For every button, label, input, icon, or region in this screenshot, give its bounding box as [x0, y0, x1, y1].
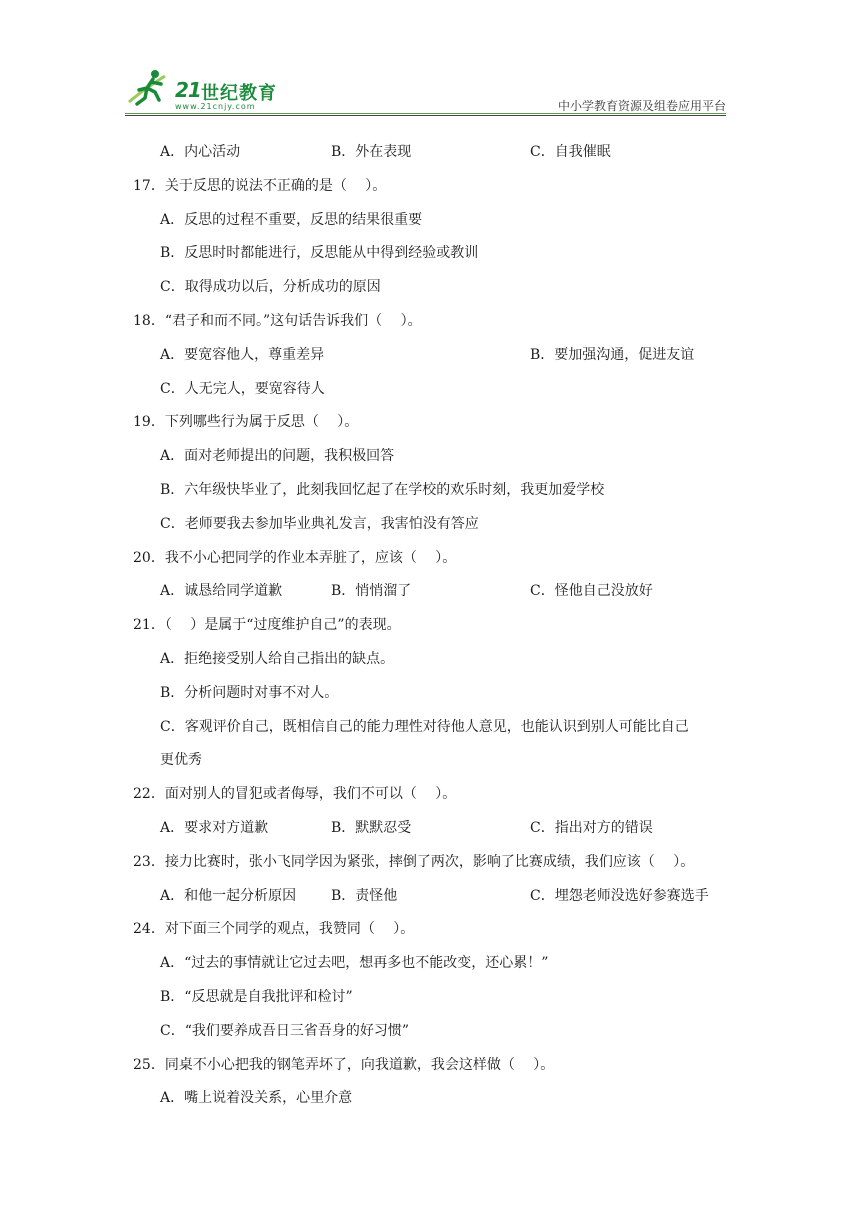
option-line: C．客观评价自己，既相信自己的能力理性对待他人意见，也能认识到别人可能比自己 [160, 719, 689, 735]
option-line: C．怪他自己没放好 [530, 583, 653, 599]
option-line: C．自我催眠 [530, 144, 611, 160]
option-line: B．默默忍受 [331, 820, 412, 836]
question-line: 23．接力比赛时，张小飞同学因为紧张，摔倒了两次，影响了比赛成绩，我们应该（ ）。 [133, 854, 695, 870]
option-line: C．老师要我去参加毕业典礼发言，我害怕没有答应 [160, 516, 479, 532]
header-rule [125, 113, 726, 114]
option-line: C．“我们要养成吾日三省吾身的好习惯” [160, 1023, 410, 1039]
option-line: A．内心活动 [160, 144, 241, 160]
page-header [125, 62, 726, 114]
question-line: 18．“君子和而不同。”这句话告诉我们（ ）。 [133, 313, 422, 329]
option-line: B．六年级快毕业了，此刻我回忆起了在学校的欢乐时刻，我更加爱学校 [160, 482, 605, 498]
option-line: B．责怪他 [331, 888, 398, 904]
option-line: B．分析问题时对事不对人。 [160, 685, 339, 701]
question-line: 25．同桌不小心把我的钢笔弄坏了，向我道歉，我会这样做（ ）。 [133, 1057, 555, 1073]
question-line: 19．下列哪些行为属于反思（ ）。 [133, 414, 359, 430]
question-line: 22．面对别人的冒犯或者侮辱，我们不可以（ ）。 [133, 786, 457, 802]
option-line: C．取得成功以后，分析成功的原因 [160, 279, 381, 295]
option-line: A．面对老师提出的问题，我积极回答 [160, 448, 395, 464]
option-line: B．“反思就是自我批评和检讨” [160, 989, 353, 1005]
option-line: C．指出对方的错误 [530, 820, 653, 836]
question-line: 21．（ ）是属于“过度维护自己”的表现。 [133, 617, 401, 633]
question-line: 20．我不小心把同学的作业本弄脏了，应该（ ）。 [133, 550, 457, 566]
header-rule-dark [125, 115, 726, 116]
option-line: B．外在表现 [331, 144, 412, 160]
platform-name: 中小学教育资源及组卷应用平台 [557, 99, 726, 113]
runner-icon [125, 68, 173, 110]
logo-text: 世纪教育 [201, 83, 277, 104]
option-line: A．反思的过程不重要，反思的结果很重要 [160, 212, 423, 228]
question-line: 17．关于反思的说法不正确的是（ ）。 [133, 178, 387, 194]
option-line: C．人无完人，要宽容待人 [160, 381, 325, 397]
option-line: B．要加强沟通，促进友谊 [530, 347, 695, 363]
option-line: 更优秀 [160, 752, 202, 768]
site-logo [125, 68, 295, 114]
option-line: A．诚恳给同学道歉 [160, 583, 283, 599]
option-line: B．反思时时都能进行，反思能从中得到经验或教训 [160, 245, 479, 261]
question-line: 24．对下面三个同学的观点，我赞同（ ）。 [133, 921, 415, 937]
logo-url: www.21cnjy.com [175, 102, 256, 111]
option-line: A．嘴上说着没关系，心里介意 [160, 1090, 353, 1106]
option-line: B．悄悄溜了 [331, 583, 412, 599]
option-line: C．埋怨老师没选好参赛选手 [530, 888, 709, 904]
option-line: A．“过去的事情就让它过去吧，想再多也不能改变，还心累！” [160, 955, 549, 971]
option-line: A．和他一起分析原因 [160, 888, 297, 904]
option-line: A．要宽容他人，尊重差异 [160, 347, 325, 363]
option-line: A．要求对方道歉 [160, 820, 269, 836]
option-line: A．拒绝接受别人给自己指出的缺点。 [160, 651, 395, 667]
logo-number: 21 [175, 78, 201, 102]
